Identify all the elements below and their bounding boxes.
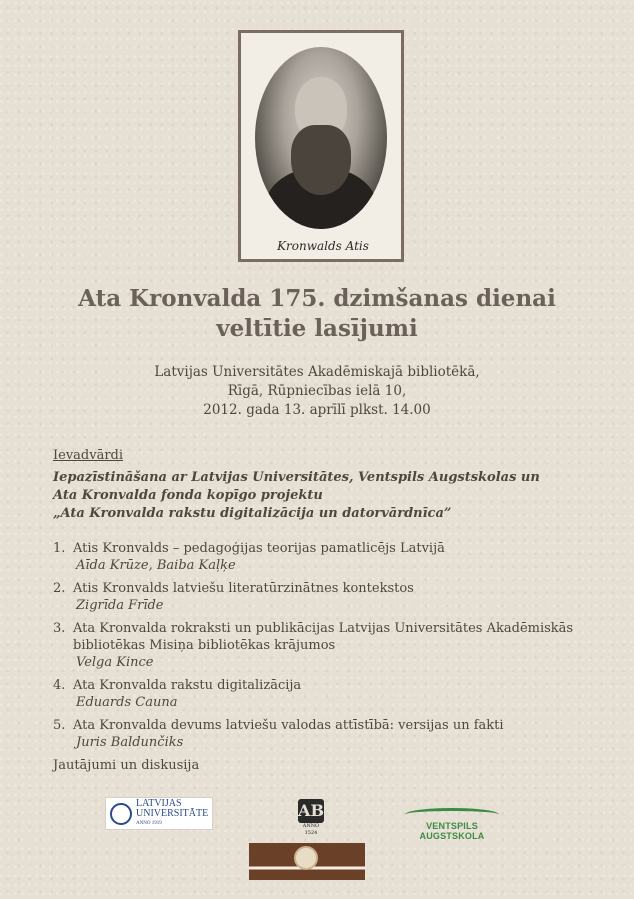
va-roof-icon (405, 808, 499, 821)
list-item (53, 580, 623, 614)
item-author: Juris Baldunčiks (76, 735, 184, 750)
lu-wordmark (136, 799, 208, 829)
portrait-beard (291, 125, 351, 195)
venue-line-2: Rīgā, Rūpniecības ielā 10, (227, 383, 407, 399)
list-item (53, 620, 623, 671)
ventspils-logo (393, 808, 511, 841)
item-number: 3. (53, 621, 66, 636)
library-mark-icon: AB (298, 799, 324, 823)
title-line-2: veltītie lasījumi (216, 315, 418, 342)
lu-line-1: LATVIJAS (136, 797, 182, 809)
portrait-photo (255, 47, 387, 229)
intro-line-1: Iepazīstināšana ar Latvijas Universitātes, Ventspils Augstskolas un (53, 470, 540, 485)
lu-sub: ANNO 1919 (136, 820, 162, 826)
va-wordmark: VENTSPILS AUGSTSKOLA (419, 821, 485, 841)
item-title: Ata Kronvalda devums latviešu valodas attīstībā: versijas un fakti (73, 718, 504, 733)
library-anno-logo (297, 799, 325, 836)
lu-line-2: UNIVERSITĀTE (136, 807, 209, 819)
item-number: 4. (53, 678, 66, 693)
intro-line-3: „Ata Kronvalda rakstu digitalizācija un datorvārdnīca” (53, 506, 452, 521)
kronvalds-fund-logo (249, 843, 365, 880)
item-number: 5. (53, 718, 66, 733)
item-number: 2. (53, 581, 66, 596)
venue-line-3: 2012. gada 13. aprīlī plkst. 14.00 (203, 402, 431, 418)
item-author: Eduards Cauna (76, 695, 178, 710)
lu-crest-icon (110, 803, 132, 825)
item-title: Atis Kronvalds – pedagoģijas teorijas pamatlicējs Latvijā (73, 541, 445, 556)
intro-heading: Ievadvārdi (53, 448, 124, 463)
item-title: Atis Kronvalds latviešu literatūrzinātnes kontekstos (73, 581, 414, 596)
intro-text (53, 469, 623, 523)
item-author: Velga Kince (76, 655, 154, 670)
program (53, 446, 623, 775)
list-item (53, 717, 623, 751)
item-title: Ata Kronvalda rokraksti un publikācijas Latvijas Universitātes Akadēmiskās bibliotēkas Misiņa bibliotēkas krājumos (73, 621, 574, 653)
item-author: Aīda Krūze, Baiba Kaļķe (76, 558, 236, 573)
title-line-1: Ata Kronvalda 175. dzimšanas dienai (78, 285, 556, 312)
item-number: 1. (53, 541, 66, 556)
page-title (0, 284, 634, 344)
venue-info (0, 363, 634, 420)
program-list (53, 540, 623, 751)
closing-text: Jautājumi un diskusija (53, 758, 200, 773)
portrait-frame (238, 30, 404, 262)
university-of-latvia-logo (105, 797, 213, 830)
fund-medallion-icon (294, 846, 318, 870)
portrait-signature: Kronwalds Atis (277, 239, 369, 253)
list-item (53, 677, 623, 711)
list-item (53, 540, 623, 574)
item-title: Ata Kronvalda rakstu digitalizācija (73, 678, 302, 693)
intro-line-2: Ata Kronvalda fonda kopīgo projektu (53, 488, 323, 503)
library-anno-text: ANNO 1524 (302, 823, 320, 836)
item-author: Zigrīda Frīde (76, 598, 164, 613)
venue-line-1: Latvijas Universitātes Akadēmiskajā bibliotēkā, (154, 364, 480, 380)
